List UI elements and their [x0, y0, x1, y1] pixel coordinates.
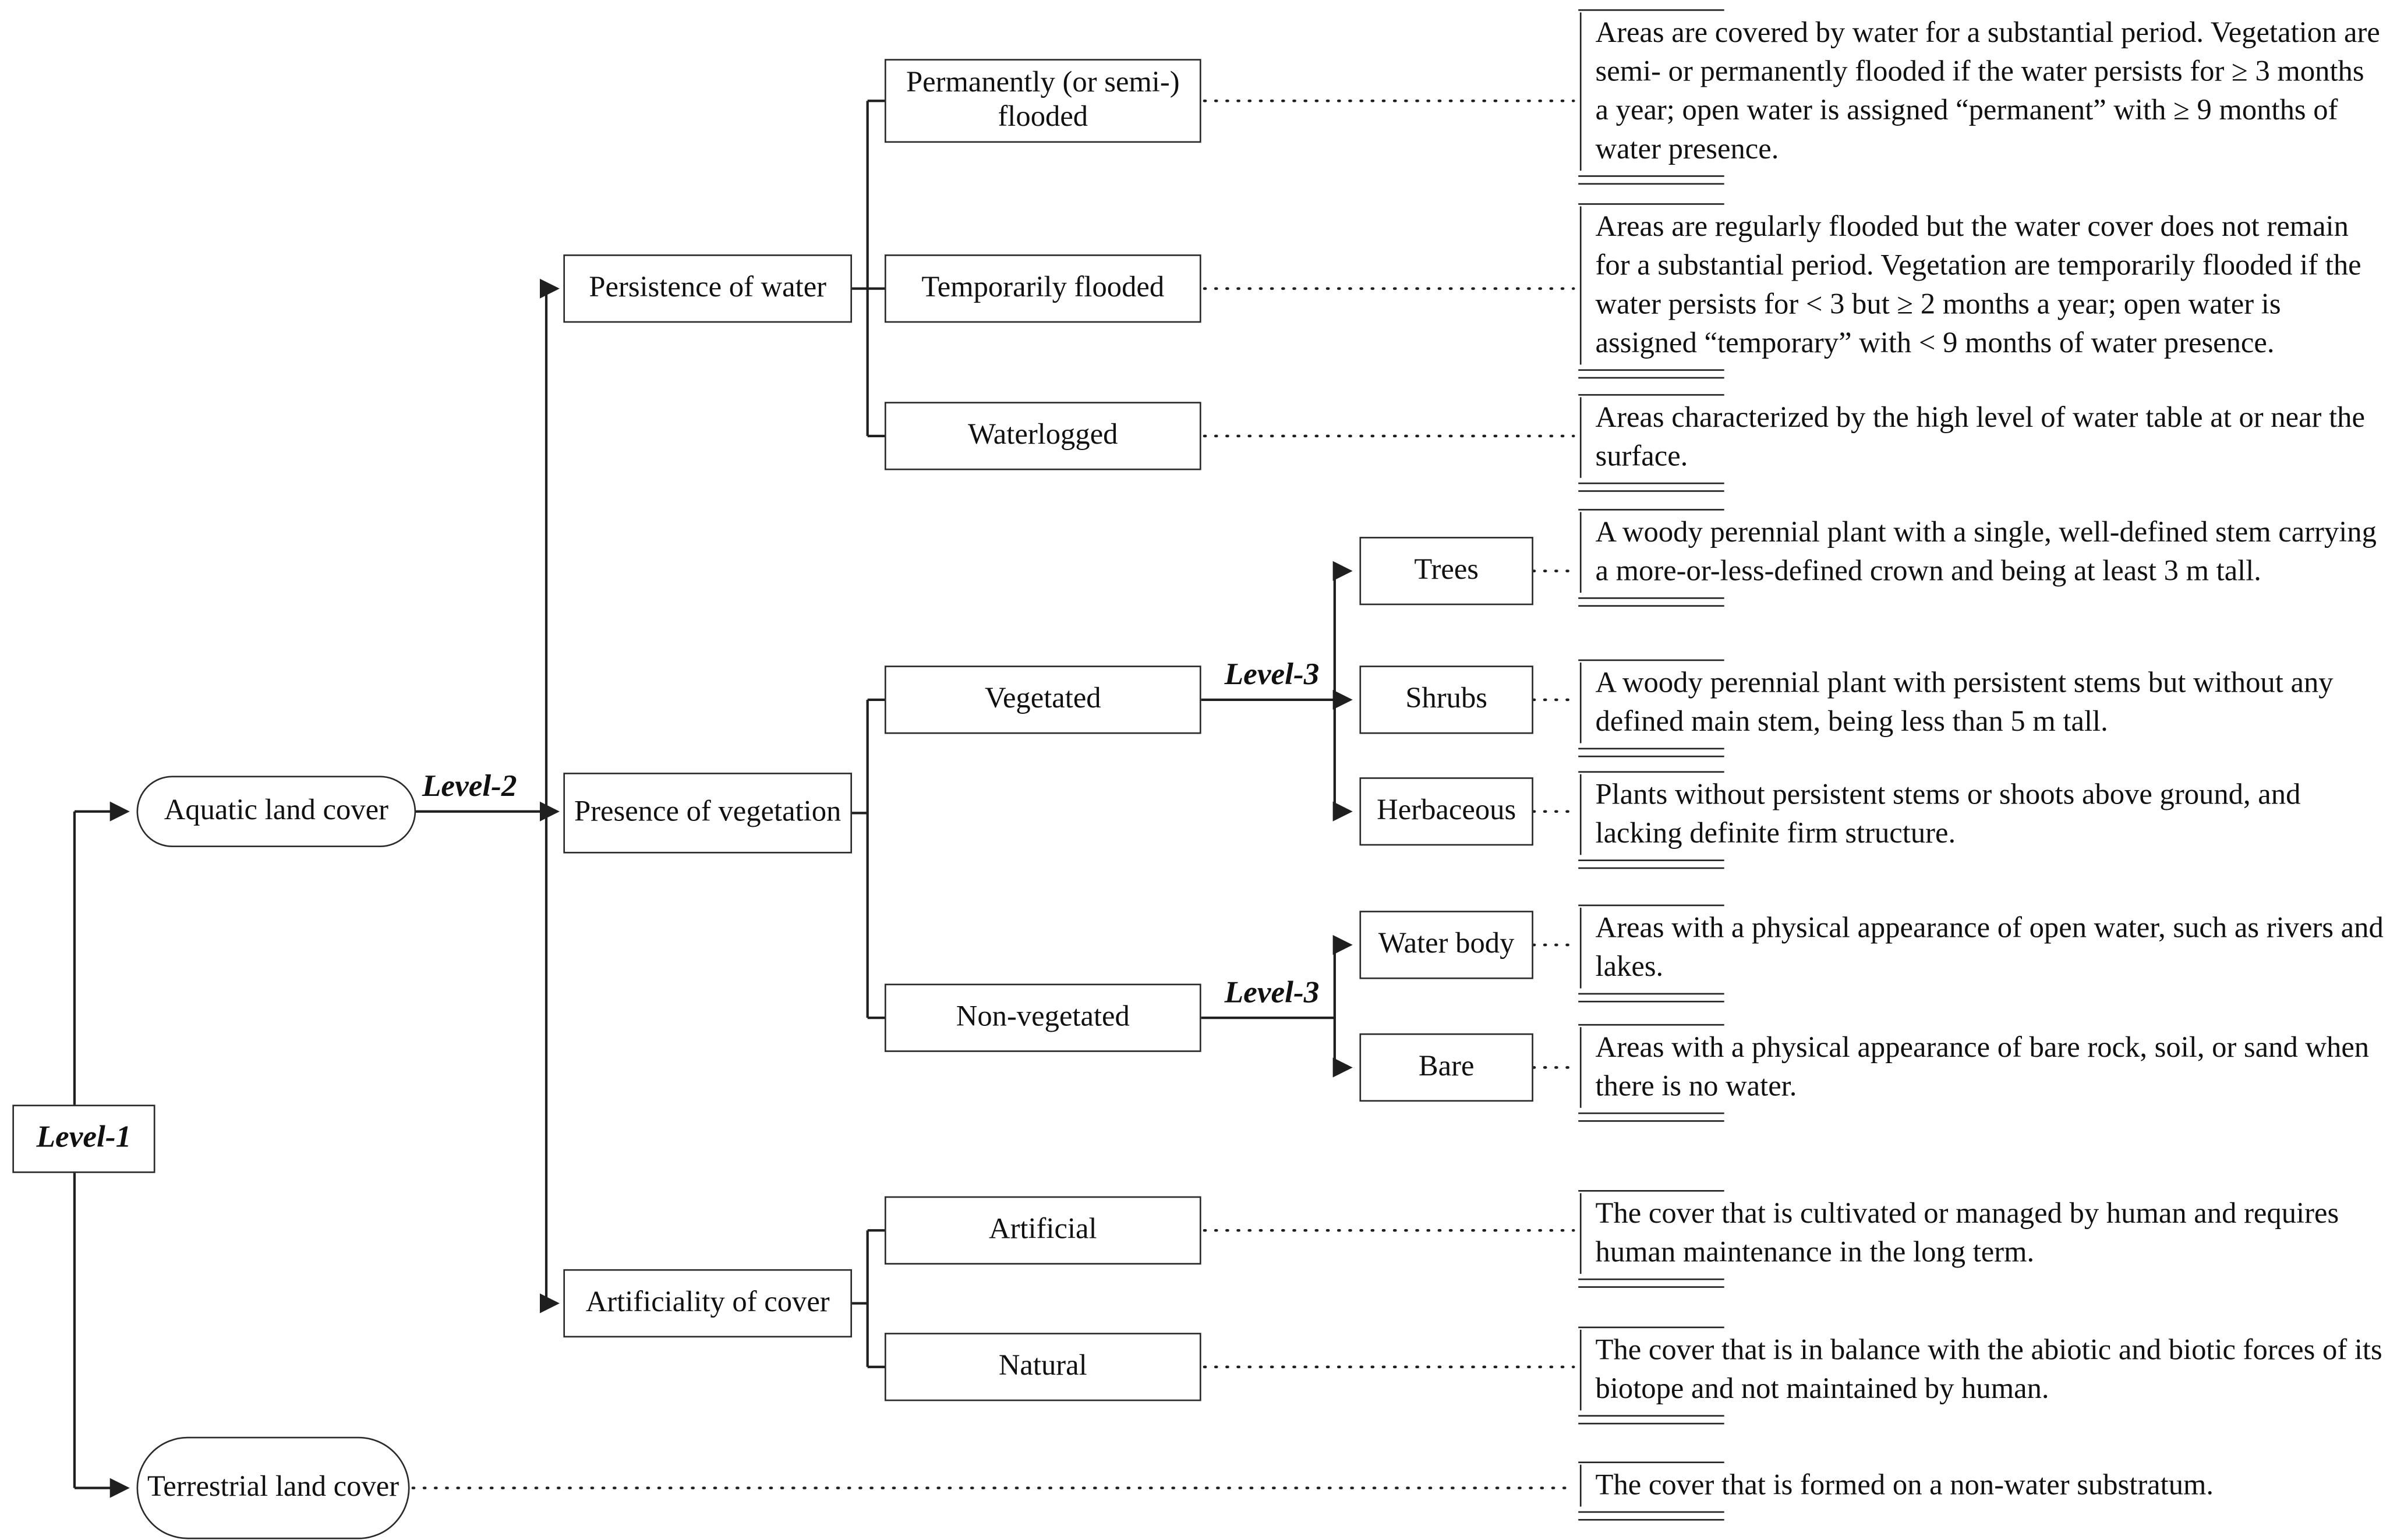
node-label: Permanently (or semi-) flooded: [906, 66, 1180, 134]
level3-label-vegetated: Level-3: [1224, 657, 1320, 692]
description-waterlogged: [1580, 397, 2384, 478]
node-label: Natural: [998, 1349, 1087, 1382]
node-label: Presence of vegetation: [574, 795, 842, 829]
node-non-vegetated: [885, 984, 1201, 1052]
node-artificial: [885, 1196, 1201, 1265]
description-herbaceous: [1580, 774, 2384, 855]
description-text: The cover that is in balance with the abiotic and biotic forces of its biotope and not maintained by human.: [1595, 1334, 2382, 1406]
node-aquatic-land-cover: [137, 776, 416, 847]
node-shrubs: [1359, 665, 1533, 734]
node-label: Artificial: [988, 1213, 1097, 1246]
description-text: A woody perennial plant with a single, well-defined stem carrying a more-or-less-defined crown and being at least 3 m tall.: [1595, 516, 2377, 589]
node-label: Persistence of water: [589, 271, 827, 304]
node-label: Trees: [1414, 553, 1479, 586]
description-shrubs: [1580, 663, 2384, 744]
node-label: Temporarily flooded: [921, 271, 1165, 304]
level2-label: Level-2: [422, 769, 517, 804]
node-label: Terrestrial land cover: [147, 1470, 399, 1503]
node-label: Artificiality of cover: [585, 1286, 830, 1319]
node-permanently-flooded: [885, 59, 1201, 143]
description-text: Areas with a physical appearance of bare rock, soil, or sand when there is no water.: [1595, 1032, 2370, 1103]
description-water-body: [1580, 908, 2384, 989]
presence-bracket: [852, 700, 885, 1018]
artificiality-bracket: [852, 1230, 885, 1367]
node-label: Herbaceous: [1377, 794, 1516, 827]
node-artificiality-of-cover: [563, 1269, 852, 1337]
level1-label: [12, 1104, 155, 1173]
node-temporarily-flooded: [885, 254, 1201, 323]
node-bare: [1359, 1033, 1533, 1102]
node-label: Vegetated: [985, 682, 1101, 715]
node-trees: [1359, 537, 1533, 605]
level3-label-nonvegetated: Level-3: [1224, 976, 1320, 1010]
description-trees: [1580, 512, 2384, 593]
description-text: Areas are regularly flooded but the water cover does not remain for a substantial period. Vegetation are temporarily flooded if the water persists for < 3 but ≥ 2 months a year; open water is assigned “temporary” with < 9 months of water presence.: [1595, 211, 2361, 360]
node-label: Shrubs: [1405, 682, 1488, 715]
node-terrestrial-land-cover: [137, 1437, 410, 1539]
node-water-body: [1359, 911, 1533, 979]
description-text: Plants without persistent stems or shoots above ground, and lacking definite firm structure.: [1595, 778, 2301, 851]
description-artificial: [1580, 1193, 2384, 1274]
node-label: Non-vegetated: [956, 1000, 1130, 1033]
description-text: Areas with a physical appearance of open water, such as rivers and lakes.: [1595, 912, 2384, 984]
description-text: The cover that is formed on a non-water substratum.: [1595, 1469, 2214, 1502]
level1-label-text: Level-1: [36, 1120, 132, 1155]
description-text: Areas characterized by the high level of water table at or near the surface.: [1595, 402, 2365, 474]
node-herbaceous: [1359, 777, 1533, 845]
node-label: Aquatic land cover: [164, 794, 388, 827]
node-label: Waterlogged: [968, 418, 1118, 451]
node-persistence-of-water: [563, 254, 852, 323]
description-temporarily-flooded: [1580, 206, 2384, 365]
node-label: Bare: [1418, 1050, 1475, 1083]
description-natural: [1580, 1330, 2384, 1411]
persistence-bracket: [852, 101, 885, 436]
description-text: Areas are covered by water for a substantial period. Vegetation are semi- or permanently flooded if the water persists for ≥ 3 months a year; open water is assigned “permanent” with ≥ 9 months of water presence.: [1595, 17, 2380, 167]
node-waterlogged: [885, 402, 1201, 470]
node-label: Water body: [1378, 927, 1515, 961]
node-presence-of-vegetation: [563, 773, 852, 854]
description-text: The cover that is cultivated or managed by human and requires human maintenance in the long term.: [1595, 1198, 2339, 1270]
node-natural: [885, 1333, 1201, 1401]
node-vegetated: [885, 665, 1201, 734]
description-terrestrial: [1580, 1465, 2384, 1507]
description-bare: [1580, 1027, 2384, 1108]
description-permanently-flooded: [1580, 12, 2384, 171]
description-text: A woody perennial plant with persistent stems but without any defined main stem, being less than 5 m tall.: [1595, 667, 2334, 739]
